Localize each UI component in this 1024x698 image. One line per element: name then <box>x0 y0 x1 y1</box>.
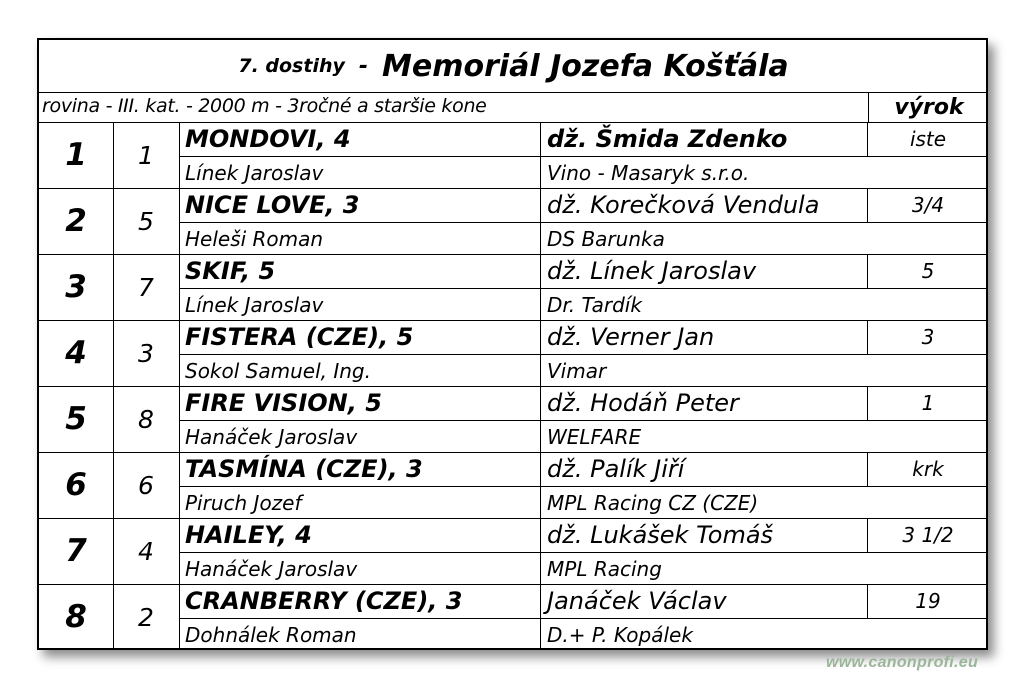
trainer-name: Heleši Roman <box>179 223 541 254</box>
finish-margin: 3 <box>868 320 988 355</box>
horse-name: FIRE VISION, 5 <box>179 386 541 421</box>
horse-name: FISTERA (CZE), 5 <box>179 320 541 355</box>
result-row <box>39 188 988 255</box>
horse-name: CRANBERRY (CZE), 3 <box>179 584 541 619</box>
finish-place: 7 <box>39 518 114 584</box>
result-row <box>39 320 988 387</box>
start-number: 2 <box>113 584 180 650</box>
trainer-name: Dohnálek Roman <box>179 619 541 650</box>
jockey-name: dž. Verner Jan <box>541 320 868 355</box>
start-number: 1 <box>113 122 180 188</box>
owner-name: D.+ P. Kopálek <box>547 622 693 647</box>
horse-name: SKIF, 5 <box>179 254 541 289</box>
jockey-name: dž. Hodáň Peter <box>541 386 868 421</box>
finish-margin: 19 <box>868 584 988 619</box>
finish-margin: krk <box>868 452 988 487</box>
finish-place: 1 <box>39 122 114 188</box>
result-row <box>39 452 988 519</box>
result-row <box>39 122 988 189</box>
finish-place: 2 <box>39 188 114 254</box>
trainer-name: Sokol Samuel, Ing. <box>179 355 541 386</box>
result-row <box>39 518 988 585</box>
horse-name: MONDOVI, 4 <box>179 122 541 157</box>
finish-place: 5 <box>39 386 114 452</box>
start-number: 5 <box>113 188 180 254</box>
owner-name: DS Barunka <box>547 226 665 251</box>
trainer-name: Hanáček Jaroslav <box>179 553 541 584</box>
watermark: www.canonprofi.eu <box>826 654 979 671</box>
margin-column-header: výrok <box>868 92 989 122</box>
finish-margin: 3/4 <box>868 188 988 223</box>
result-row <box>39 386 988 453</box>
jockey-name: dž. Korečková Vendula <box>541 188 868 223</box>
finish-place: 8 <box>39 584 114 650</box>
start-number: 6 <box>113 452 180 518</box>
start-number: 3 <box>113 320 180 386</box>
start-number: 4 <box>113 518 180 584</box>
jockey-name: dž. Línek Jaroslav <box>541 254 868 289</box>
owner-name: Vino - Masaryk s.r.o. <box>547 160 750 185</box>
finish-margin: 5 <box>868 254 988 289</box>
jockey-name: dž. Šmida Zdenko <box>541 122 868 157</box>
owner-name: Dr. Tardík <box>547 292 642 317</box>
trainer-name: Línek Jaroslav <box>179 157 541 188</box>
finish-margin: 1 <box>868 386 988 421</box>
horse-name: HAILEY, 4 <box>179 518 541 553</box>
horse-name: TASMÍNA (CZE), 3 <box>179 452 541 487</box>
finish-margin: 3 1/2 <box>868 518 988 553</box>
trainer-name: Hanáček Jaroslav <box>179 421 541 452</box>
jockey-name: dž. Palík Jiří <box>541 452 868 487</box>
start-number: 8 <box>113 386 180 452</box>
finish-place: 4 <box>39 320 114 386</box>
finish-place: 6 <box>39 452 114 518</box>
race-number: 7. dostihy <box>238 55 345 77</box>
owner-name: WELFARE <box>547 424 642 449</box>
jockey-name: dž. Lukášek Tomáš <box>541 518 868 553</box>
title-separator: - <box>358 53 369 79</box>
result-row <box>39 584 988 650</box>
race-title-row <box>39 40 988 93</box>
finish-place: 3 <box>39 254 114 320</box>
jockey-name: Janáček Václav <box>541 584 868 619</box>
trainer-name: Piruch Jozef <box>179 487 541 518</box>
results-sheet <box>37 38 988 650</box>
finish-margin: iste <box>868 122 988 157</box>
race-conditions: rovina - III. kat. - 2000 m - 3ročné a staršie kone <box>42 95 487 117</box>
race-conditions-row <box>39 92 988 123</box>
horse-name: NICE LOVE, 3 <box>179 188 541 223</box>
owner-name: Vimar <box>547 358 607 383</box>
result-row <box>39 254 988 321</box>
race-name: Memoriál Jozefa Košťála <box>382 48 789 84</box>
trainer-name: Línek Jaroslav <box>179 289 541 320</box>
owner-name: MPL Racing <box>547 556 662 581</box>
owner-name: MPL Racing CZ (CZE) <box>547 490 759 515</box>
start-number: 7 <box>113 254 180 320</box>
